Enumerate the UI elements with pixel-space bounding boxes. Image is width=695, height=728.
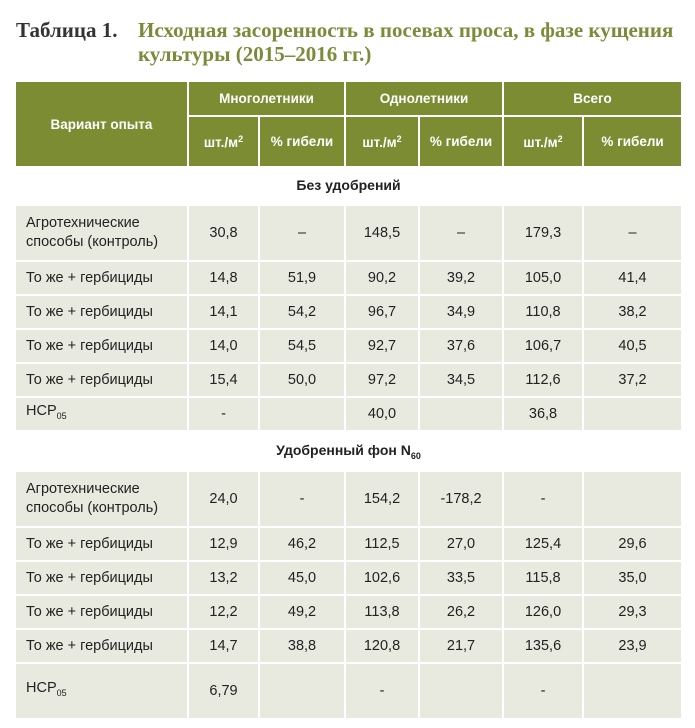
value-cell: 112,6 [503,363,583,397]
value-cell: 14,1 [188,295,259,329]
value-cell: 12,2 [188,595,259,629]
header-group-perennial: Многолетники [188,81,345,116]
header-death: % гибели [583,116,682,167]
value-cell: 106,7 [503,329,583,363]
section-row [15,167,682,205]
value-cell: 39,2 [419,261,503,295]
header-variant: Вариант опыта [15,81,188,167]
section-title-text: Удобренный фон N [276,441,411,458]
header-count [503,116,583,167]
table-row [15,205,682,261]
variant-cell: То же + гербициды [15,561,188,595]
section-title [15,431,682,471]
value-cell: 14,7 [188,629,259,663]
header-count-unit-sup: 2 [557,133,563,144]
value-cell: - [188,397,259,431]
value-cell: 41,4 [583,261,682,295]
value-cell [583,663,682,719]
value-cell: - [503,471,583,527]
value-cell: 105,0 [503,261,583,295]
value-cell: 12,9 [188,527,259,561]
value-cell: – [419,205,503,261]
value-cell: 90,2 [345,261,419,295]
value-cell: 24,0 [188,471,259,527]
value-cell: 50,0 [259,363,345,397]
value-cell: 110,8 [503,295,583,329]
value-cell: 33,5 [419,561,503,595]
value-cell: 54,5 [259,329,345,363]
value-cell: 38,2 [583,295,682,329]
nsr-row [15,663,682,719]
value-cell: 40,0 [345,397,419,431]
value-cell: 15,4 [188,363,259,397]
header-count-unit: шт./м [203,134,239,150]
value-cell: 26,2 [419,595,503,629]
variant-cell: То же + гербициды [15,363,188,397]
value-cell [259,397,345,431]
table-row [15,363,682,397]
value-cell: 30,8 [188,205,259,261]
nsr-label-text: НСР [26,403,57,419]
section-title-sub: 60 [410,450,421,461]
variant-cell: То же + гербициды [15,629,188,663]
header-count-unit-sup: 2 [238,133,244,144]
value-cell: 135,6 [503,629,583,663]
value-cell: 148,5 [345,205,419,261]
value-cell: 37,6 [419,329,503,363]
value-cell: 96,7 [345,295,419,329]
value-cell: – [583,205,682,261]
value-cell: 113,8 [345,595,419,629]
value-cell: 36,8 [503,397,583,431]
value-cell: - [345,663,419,719]
value-cell [259,663,345,719]
header-group-total: Всего [503,81,682,116]
nsr-row [15,397,682,431]
value-cell: – [259,205,345,261]
table-row [15,595,682,629]
value-cell: 37,2 [583,363,682,397]
variant-cell: Агротехнические способы (контроль) [15,205,188,261]
value-cell [583,397,682,431]
header-count-unit: шт./м [362,134,397,150]
table-body [15,167,682,719]
header-count [345,116,419,167]
value-cell: - [259,471,345,527]
value-cell: 102,6 [345,561,419,595]
table-title: Исходная засоренность в посевах проса, в фазе кущения культуры (2015–2016 гг.) [138,18,674,66]
value-cell: 29,3 [583,595,682,629]
value-cell: 34,5 [419,363,503,397]
value-cell: 126,0 [503,595,583,629]
nsr-label [15,663,188,719]
table-row [15,527,682,561]
value-cell: 29,6 [583,527,682,561]
table-row [15,329,682,363]
value-cell: 14,0 [188,329,259,363]
table-row [15,629,682,663]
value-cell: 34,9 [419,295,503,329]
value-cell: 21,7 [419,629,503,663]
value-cell: 92,7 [345,329,419,363]
value-cell: 13,2 [188,561,259,595]
value-cell: 45,0 [259,561,345,595]
nsr-label [15,397,188,431]
table-row [15,471,682,527]
value-cell: 23,9 [583,629,682,663]
variant-cell: То же + гербициды [15,261,188,295]
variant-cell: То же + гербициды [15,295,188,329]
variant-cell: То же + гербициды [15,595,188,629]
header-death: % гибели [259,116,345,167]
value-cell: 54,2 [259,295,345,329]
section-row [15,431,682,471]
value-cell: 120,8 [345,629,419,663]
variant-cell: Агротехнические способы (контроль) [15,471,188,527]
section-title [15,167,682,205]
value-cell: 115,8 [503,561,583,595]
value-cell: 46,2 [259,527,345,561]
header-count-unit-sup: 2 [396,133,402,144]
nsr-label-text: НСР [26,680,57,696]
header-death: % гибели [419,116,503,167]
header-count [188,116,259,167]
value-cell: - [503,663,583,719]
value-cell: 49,2 [259,595,345,629]
variant-cell: То же + гербициды [15,527,188,561]
data-table [14,80,683,720]
value-cell: 125,4 [503,527,583,561]
value-cell: 38,8 [259,629,345,663]
nsr-label-sub: 05 [56,411,67,421]
table-caption [16,18,686,66]
value-cell: 179,3 [503,205,583,261]
value-cell: 6,79 [188,663,259,719]
value-cell: 27,0 [419,527,503,561]
section-title-text: Без удобрений [296,176,401,193]
value-cell: 97,2 [345,363,419,397]
table-header [15,81,682,167]
value-cell [419,663,503,719]
value-cell [583,471,682,527]
value-cell [419,397,503,431]
table-number: Таблица 1. [16,18,118,42]
value-cell: -178,2 [419,471,503,527]
header-count-unit: шт./м [523,134,558,150]
value-cell: 112,5 [345,527,419,561]
value-cell: 14,8 [188,261,259,295]
header-group-annual: Однолетники [345,81,503,116]
value-cell: 154,2 [345,471,419,527]
value-cell: 35,0 [583,561,682,595]
value-cell: 40,5 [583,329,682,363]
value-cell: 51,9 [259,261,345,295]
table-row [15,261,682,295]
variant-cell: То же + гербициды [15,329,188,363]
table-row [15,561,682,595]
nsr-label-sub: 05 [56,688,67,698]
table-row [15,295,682,329]
